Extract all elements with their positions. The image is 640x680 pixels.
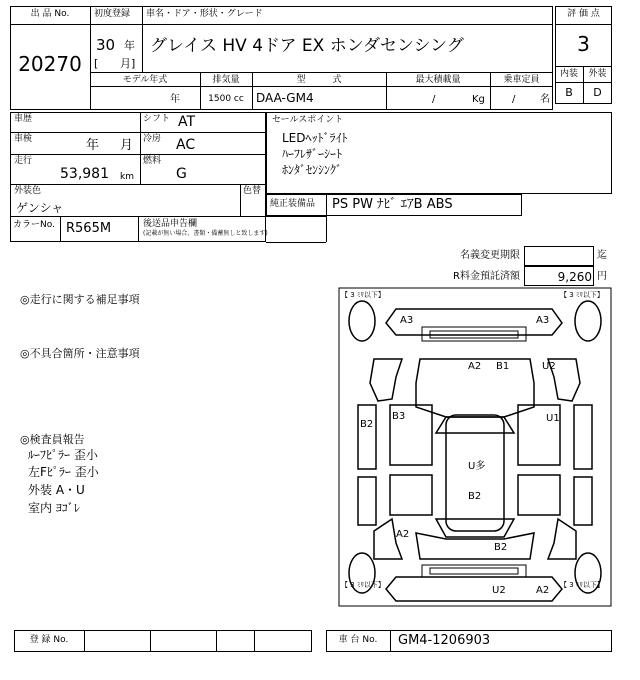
name-change-unit: 迄 <box>597 250 607 261</box>
car-name: グレイス HV 4ドア EX ホンダセンシング <box>150 36 464 56</box>
mark-left-front-door: B3 <box>392 411 406 422</box>
mark-hood-a: A2 <box>468 361 482 372</box>
equipment-label: 純正装備品 <box>270 199 316 209</box>
first-registration-label: 初度登録 <box>94 9 131 19</box>
sales-point-label: セールスポイント <box>272 115 344 125</box>
mileage-unit: km <box>120 172 134 182</box>
sales-point-1: LEDﾍｯﾄﾞﾗｲﾄ <box>282 131 348 145</box>
fuel-value: G <box>176 166 187 182</box>
mark-right-front-door: U1 <box>546 413 560 424</box>
defects-notes-title: ◎不具合箇所・注意事項 <box>20 347 140 360</box>
inspection-month-unit: 月 <box>120 138 134 153</box>
mark-rear-bumper-u: U2 <box>492 585 506 596</box>
tire-tag-front-left: 【 3 ﾐﾘ以下】 <box>341 291 385 299</box>
capacity-unit: 名 <box>540 94 550 105</box>
mileage-label: 走行 <box>14 156 33 166</box>
first-registration-year-unit: 年 <box>124 39 135 52</box>
color-value: ゲンシャ <box>16 201 64 215</box>
mark-front-bumper-left: A3 <box>400 315 414 326</box>
recycle-fee-amount: 9,260 <box>557 270 592 284</box>
registration-number-label: 登 録 No. <box>29 635 69 645</box>
chassis-number-value: GM4-1206903 <box>398 633 491 648</box>
max-load-sep: / <box>432 94 436 105</box>
name-change-label: 名義変更期限 <box>460 250 520 261</box>
equipment-value: PS PW ﾅﾋﾞ ｴｱB ABS <box>332 197 453 212</box>
inspector-report-line-3: 外装 A・U <box>28 483 85 497</box>
chassis-number-label: 車 台 No. <box>338 635 378 645</box>
history-label: 車歴 <box>14 114 33 124</box>
color-change-label: 色替 <box>243 186 262 196</box>
mark-front-bumper-right: A3 <box>536 315 550 326</box>
color-number-value: R565M <box>66 221 112 236</box>
model-type-value: DAA-GM4 <box>256 91 314 105</box>
inspection-label: 車検 <box>14 134 33 144</box>
color-number-label: カラーNo. <box>13 220 55 230</box>
displacement-label: 排気量 <box>212 75 240 85</box>
mark-roof-u: U多 <box>468 461 486 472</box>
recycle-fee-label: R料金預託済額 <box>453 271 520 282</box>
inspector-report-line-2: 左Fﾋﾟﾗｰ 歪小 <box>28 465 99 479</box>
mark-right-front-fender: U2 <box>542 361 556 372</box>
sales-point-3: ﾎﾝﾀﾞｾﾝｼﾝｸﾞ <box>282 163 343 177</box>
mark-trunk: B2 <box>494 542 508 553</box>
model-year-unit: 年 <box>170 94 180 105</box>
mileage-value: 53,981 <box>60 166 109 182</box>
max-load-unit: Kg <box>472 94 485 105</box>
inspector-report-line-1: ﾙｰﾌﾋﾟﾗｰ 歪小 <box>28 448 98 462</box>
ac-value: AC <box>176 137 196 153</box>
max-load-label: 最大積載量 <box>415 75 461 85</box>
tire-tag-rear-left: 【 3 ﾐﾘ以下】 <box>341 581 385 589</box>
first-registration-month-open: [ <box>94 57 99 70</box>
overall-score: 3 <box>577 32 590 56</box>
lot-number-label: 出 品 No. <box>30 9 70 19</box>
shift-value: AT <box>178 114 196 130</box>
ac-label: 冷房 <box>143 134 162 144</box>
car-damage-diagram <box>338 287 612 607</box>
displacement-value: 1500 cc <box>208 94 244 104</box>
mark-rear-bumper-a: A2 <box>536 585 550 596</box>
mark-left-side-front: B2 <box>360 419 374 430</box>
first-registration-month-unit: 月] <box>120 57 136 70</box>
color-label: 外装色 <box>14 186 42 196</box>
mark-hood-b: B1 <box>496 361 510 372</box>
score-label: 評 価 点 <box>567 9 600 19</box>
post-docs-label: 後送品申告欄 <box>143 219 198 229</box>
mark-left-rear-fender: A2 <box>396 529 410 540</box>
model-type-label: 型 式 <box>296 75 342 85</box>
lot-number: 20270 <box>18 52 82 76</box>
interior-grade: B <box>565 86 573 99</box>
mark-roof-b: B2 <box>468 491 482 502</box>
inspector-report-line-4: 室内 ﾖｺﾞﾚ <box>28 501 80 515</box>
name-change-field <box>524 246 594 266</box>
post-docs-note: (記載が無い場合、書類・備蓄無しと致します) <box>143 230 268 237</box>
driving-notes-title: ◎走行に関する補足事項 <box>20 293 140 306</box>
sales-point-2: ﾊｰﾌﾚｻﾞｰｼｰﾄ <box>282 147 343 161</box>
shift-label: シフト <box>143 114 171 124</box>
capacity-label: 乗車定員 <box>503 75 540 85</box>
fuel-label: 燃料 <box>143 156 162 166</box>
inspector-report-title: ◎検査員報告 <box>20 433 85 446</box>
capacity-sep: / <box>512 94 516 105</box>
first-registration-year: 30 <box>96 36 116 54</box>
exterior-grade: D <box>593 86 602 99</box>
model-year-label: モデル年式 <box>122 75 168 85</box>
car-name-label: 車名・ドア・形状・グレード <box>146 9 263 19</box>
interior-label: 内装 <box>559 69 578 79</box>
exterior-label: 外装 <box>588 69 607 79</box>
tire-tag-rear-right: 【 3 ﾐﾘ以下】 <box>560 581 604 589</box>
tire-tag-front-right: 【 3 ﾐﾘ以下】 <box>560 291 604 299</box>
recycle-fee-unit: 円 <box>597 271 607 282</box>
inspection-year-unit: 年 <box>86 138 100 153</box>
